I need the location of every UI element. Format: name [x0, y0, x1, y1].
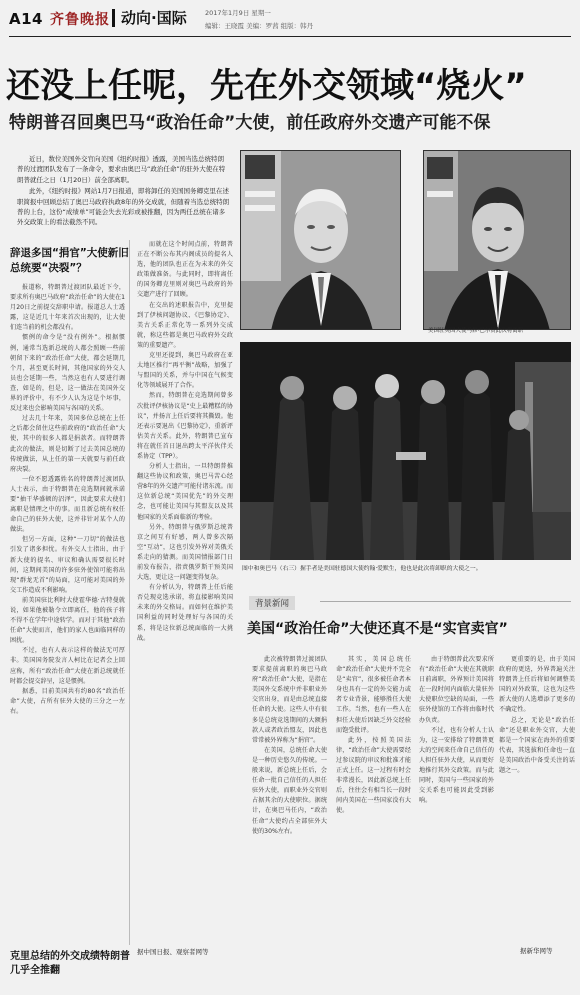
photo-portrait-left — [240, 150, 401, 330]
paragraph: 据悉，目前美国共有约80名“政治任命”大使，占所有驻外大使的三分之一左右。 — [10, 687, 125, 715]
background-column-3 — [419, 655, 494, 940]
article-column-2 — [137, 240, 233, 946]
lede-paragraphs — [17, 154, 230, 229]
paragraph: 此外，按照美国法律，“政治任命”大使需要经过参议院的审议和批准才能正式上任。这一过程有时会非常漫长，因此新总统上任后，往往会有相当长一段时间内美国在一些国家没有大使。 — [336, 736, 411, 815]
paragraph: 有分析认为，特朗普上任后能否兑现竞选承诺，将直接影响美国未来的外交格局。而如何在维护美国利益的同时处理好与各国的关系，将是这位新总统面临的一大挑战。 — [137, 584, 233, 642]
editor-credits: 编辑：王晓霞 美编：罗茜 组版：韩丹 — [205, 22, 314, 30]
paragraph: 总之，无论是“政治任命”还是职业外交官，大使都是一个国家在海外的重要代表，其选拔和任命也一直是美国政治中备受关注的话题之一。 — [499, 716, 575, 775]
paragraph: 在交出的述职报告中，克里提到了伊核问题协议、《巴黎协定》、美古关系正常化等一系列外交成就，称这些都是奥巴马政府外交政策的重要遗产。 — [137, 301, 233, 349]
background-column-2 — [336, 655, 411, 940]
photo-handshake — [240, 342, 571, 560]
paragraph: 而就在这个时间点前，特朗普正在不断公布其内阁成员的提名人选，他的团队也正在为未来的外交政策做准备。与此同时，即将离任的国务卿克里则对奥巴马政府的外交遗产进行了回顾。 — [137, 241, 233, 299]
paragraph: 此次被特朗普过渡团队要求提前离职的奥巴马政府“政治任命”大使，是指在美国外交系统中并非职业外交官出身，而是由总统直接任命的大使。这些人中有很多是总统竞选期间的大额捐款人或者政治盟友，因此也常常被外界称为“捐官”。 — [252, 656, 327, 744]
paragraph: 一位不愿透露姓名的特朗普过渡团队人士表示，由于特朗普在竞选期间就承诺要“抽干华盛顿的沼泽”，因此要求大使们离职是情理之中的事。而且新总统有权任命自己的驻外大使，这并非针对某个人的做法。 — [10, 475, 125, 534]
lede-paragraph: 近日，数位美国外交官向美国《纽约时报》透露，美国当选总统特朗普的过渡团队发布了一条命令，要求由奥巴马“政治任命”的驻外大使在特朗普就任之日（1月20日）前全部离职。 — [17, 155, 226, 184]
background-column-1 — [252, 655, 327, 940]
lede-paragraph: 此外，《纽约时报》网站1月7日报道，即将卸任的美国国务卿克里在述职简报中回顾总结了奥巴马政府执政8年的外交成就，但随着当选总统特朗普的上台，这份“成绩单”可能会失去光彩或被推翻，因为两任总统在诸多外交政策上的看法截然不同。 — [17, 187, 230, 227]
paragraph: 报道称，特朗普过渡团队最近下令，要求所有奥巴马政府“政治任命”的大使在1月20日之前提交辞职申请。报道总人士透露，这是近几十年来首次出现的，让大使们连当前的机会都没有。 — [10, 284, 125, 332]
paragraph: 更重要的是，由于美国政府的更迭，外界普遍关注特朗普上任后将如何调整美国的对外政策，这也为这些新大使的人选增添了更多的不确定性。 — [499, 656, 575, 714]
left-end-title: 克里总结的外交成绩特朗普几乎全推翻 — [10, 951, 130, 976]
paragraph: 但另一方面，这种“一刀切”的做法也引发了诸多担忧。有外交人士指出，由于新大使的提名、审议和确认需要很长时间，这期间美国的许多驻外使馆可能将出现“群龙无首”的局面，这可能对美国的外交工作造成不利影响。 — [10, 536, 125, 594]
paragraph: 然而，特朗普在竞选期间曾多次批评伊核协议是“史上最糟糕的协议”，并扬言上任后要将其撕毁。他还表示要退出《巴黎协定》，重新评估美古关系。此外，特朗普已宣布将在就任首日退出跨太平洋伙伴关系协定（TPP）。 — [137, 392, 233, 460]
background-news-tag: 背景新闻 — [249, 596, 295, 610]
paragraph: 在美国，总统任命大使是一种历史悠久的传统。一般来说，新总统上任后，会任命一批自己信任的人担任驻外大使，而职业外交官则占据其余的大使职位。据统计，在奥巴马任内，“政治任命”大使约占全部驻外大使的30%左右。 — [252, 746, 327, 835]
photo-caption-bottom: 图中和奥巴马（右三）握手者是美国驻德国大使约翰·爱默生，他也是此次将卸职的大使之一。 — [242, 566, 482, 572]
source-credit-right: 据新华网等 — [520, 947, 553, 955]
paragraph: 前美国驻比利时大使霍华德·古特曼就说，如果他被勒令立即离任，他的孩子将不得不在学年中途转学。而对于其他“政治任命”大使而言，他们的家人也面临同样的困扰。 — [10, 596, 125, 645]
main-headline: 还没上任呢，先在外交领域“烧火” — [6, 66, 527, 106]
paragraph: 由于特朗普此次要求所有“政治任命”大使在其就职日前离职，外界预计美国将在一段时间内面临大量驻外大使职位空缺的局面，一些驻外使馆的工作将由临时代办负责。 — [419, 656, 494, 724]
paragraph: 不过，也有分析人士认为，这一安排给了特朗普更大的空间来任命自己信任的人担任驻外大使，从而更好地推行其外交政策。而与此同时，美国与一些国家的外交关系也可能因此受到影响。 — [419, 726, 494, 805]
article-column-1 — [10, 283, 125, 943]
paragraph: 分析人士指出，一旦特朗普推翻这些协议和政策，奥巴马苦心经营8年的外交遗产可能付诸东流。而这位新总统“美国优先”的外交理念，也可能让美国与其盟友以及其他国家的关系面临新的考验。 — [137, 463, 233, 521]
paragraph: 另外，特朗普与俄罗斯总统普京之间互有好感，两人曾多次隔空“互动”，这也引发外界对美俄关系走向的猜测。而美国情报部门日前发布报告，指责俄罗斯干预美国大选，更让这一问题变得复杂。 — [137, 523, 233, 582]
background-title: 美国“政治任命”大使还真不是“实官卖官” — [247, 621, 508, 637]
source-credit-left: 据中国日报、观察者网等 — [137, 948, 209, 956]
newspaper-logo: 齐鲁晚报 — [50, 12, 110, 28]
background-divider — [320, 601, 571, 602]
header-divider — [9, 36, 571, 37]
left-column-title: 辞退多国“捐官”大使新旧总统要“决裂”？ — [10, 247, 129, 274]
section-label: 动向·国际 — [112, 9, 187, 27]
paragraph: 不过，也有人表示这样的做法无可厚非。美国国务院发言人柯比在记者会上回应称，所有“政治任命”大使在新总统就任时都会提交辞呈，这是惯例。 — [10, 647, 125, 685]
paragraph: 惯例的命令是“没有例外”。根据惯例，通常当选新总统的人都会照顾一些前朝留下来的“政治任命”大使，都会延期几个月，甚至更长时间，其他国家的外交人员也会延期一些，当然这也有人要进行调查，如是的，但是，这一做法在美国外交界的评价中，有不少人认为这是个坏事，反过来也会影响美国与各国的关系。 — [10, 334, 125, 413]
page-number: A14 — [9, 10, 43, 28]
photo-caption-top: 美国驻英国大使马修·巴尔赞此次将离职 — [428, 328, 524, 334]
background-column-4 — [499, 655, 575, 930]
paragraph: 过去几十年来，美国多位总统在上任之后都会留住这些前政府的“政治任命”大使，其中的很多人都是捐款者。而特朗普此次的做法，则是切断了过去美国总统的传统做法，从上任的第一天就要与前任政府决裂。 — [10, 415, 125, 473]
paragraph: 克里还提到，奥巴马政府在亚太地区推行“再平衡”战略，加强了与盟国的关系，并与中国在气候变化等领域展开了合作。 — [137, 352, 233, 390]
subheadline: 特朗普召回奥巴马“政治任命”大使，前任政府外交遗产可能不保 — [9, 113, 491, 133]
paragraph: 其实，美国总统任命“政治任命”大使并不完全是“卖官”，很多被任命者本身也具有一定的外交能力或者专业背景，能够胜任大使工作。当然，也有一些人在担任大使后因缺乏外交经验而饱受批评。 — [336, 656, 411, 734]
photo-portrait-right — [423, 150, 571, 330]
issue-date: 2017年1月9日 星期一 — [205, 9, 271, 17]
column-divider — [129, 240, 130, 945]
